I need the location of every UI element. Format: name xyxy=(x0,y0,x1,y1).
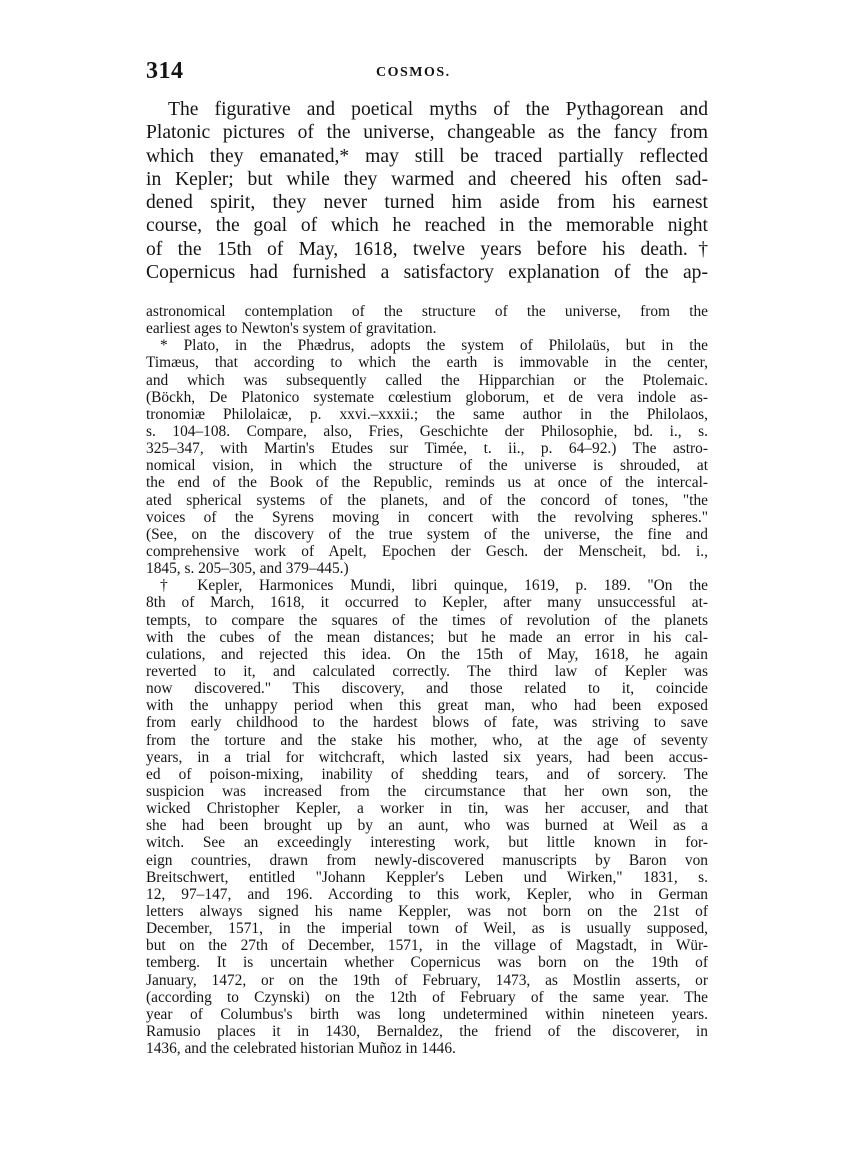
text-line: in Kepler; but while they warmed and cheered his often sad- xyxy=(146,168,708,190)
footnote-line: witch. See an exceedingly interesting work, but little known in for- xyxy=(146,834,708,852)
footnote-line: astronomical contemplation of the structure of the universe, from the xyxy=(146,303,708,320)
text-line: course, the goal of which he reached in the memorable night xyxy=(146,215,708,237)
footnote-line: from the torture and the stake his mother, who, at the age of seventy xyxy=(146,731,708,749)
footnote-line: December, 1571, in the imperial town of Weil, as is usually supposed, xyxy=(146,920,708,938)
footnote-line: wicked Christopher Kepler, a worker in tin, was her accuser, and that xyxy=(146,800,708,818)
footnote-line: eign countries, drawn from newly-discovered manuscripts by Baron von xyxy=(146,851,708,869)
page-number: 314 xyxy=(146,58,184,84)
footnote-line: year of Columbus's birth was long undetermined within nineteen years. xyxy=(146,1005,708,1023)
text-line: of the 15th of May, 1618, twelve years before his death.† xyxy=(146,238,708,260)
footnotes xyxy=(146,303,708,1057)
footnote-line: temberg. It is uncertain whether Copernicus was born on the 19th of xyxy=(146,954,708,972)
page-header xyxy=(146,58,708,88)
footnote-line: 8th of March, 1618, it occurred to Kepler, after many unsuccessful at- xyxy=(146,594,708,612)
footnote-line: from early childhood to the hardest blows of fate, was striving to save xyxy=(146,714,708,732)
footnote-line: reverted to it, and calculated correctly. The third law of Kepler was xyxy=(146,662,708,680)
footnote-line: Breitschwert, entitled "Johann Keppler's Leben und Wirken," 1831, s. xyxy=(146,868,708,886)
footnote-line: 1436, and the celebrated historian Muñoz in 1446. xyxy=(146,1040,456,1058)
footnote-line: suspicion was increased from the circumstance that her own son, the xyxy=(146,782,708,800)
footnote-line: 12, 97–147, and 196. According to this work, Kepler, who in German xyxy=(146,885,708,903)
footnote-line: and which was subsequently called the Hipparchian or the Ptolemaic. xyxy=(146,371,708,389)
text-line: Copernicus had furnished a satisfactory explanation of the ap- xyxy=(146,262,708,284)
running-title: COSMOS. xyxy=(376,65,451,80)
footnote-line: tronomiæ Philolaicæ, p. xxvi.–xxxii.; the same author in the Philolaos, xyxy=(146,405,708,423)
text-line: dened spirit, they never turned him aside from his earnest xyxy=(146,192,708,214)
footnote-line: 1845, s. 205–305, and 379–445.) xyxy=(146,560,349,578)
main-text xyxy=(146,98,708,284)
footnote-line: voices of the Syrens moving in concert with the revolving spheres." xyxy=(146,508,708,526)
text-line: Platonic pictures of the universe, changeable as the fancy from xyxy=(146,122,708,144)
footnote-line: nomical vision, in which the structure of the universe is shrouded, at xyxy=(146,457,708,475)
footnote-line: the end of the Book of the Republic, reminds us at once of the intercal- xyxy=(146,474,708,492)
footnote-line: Timæus, that according to which the earth is immovable in the center, xyxy=(146,354,708,372)
footnote-line: ated spherical systems of the planets, and of the concord of tones, "the xyxy=(146,491,708,509)
footnote-line: culations, and rejected this idea. On the 15th of May, 1618, he again xyxy=(146,645,708,663)
footnote-line: ed of poison-mixing, inability of shedding tears, and of sorcery. The xyxy=(146,765,708,783)
footnote-line: † Kepler, Harmonices Mundi, libri quinque, 1619, p. 189. "On the xyxy=(160,577,708,595)
text-line: which they emanated,* may still be traced partially reflected xyxy=(146,145,708,167)
text-line: The figurative and poetical myths of the Pythagorean and xyxy=(168,99,708,120)
footnote-line: but on the 27th of December, 1571, in the village of Magstadt, in Wür- xyxy=(146,937,708,955)
footnote-line: with the cubes of the mean distances; but he made an error in his cal- xyxy=(146,628,708,646)
footnote-line: * Plato, in the Phædrus, adopts the system of Philolaüs, but in the xyxy=(160,337,708,355)
footnote-line: she had been brought up by an aunt, who was burned at Weil as a xyxy=(146,817,708,835)
footnote-line: now discovered." This discovery, and those related to it, coincide xyxy=(146,680,708,698)
footnote-line: (according to Czynski) on the 12th of February of the same year. The xyxy=(146,988,708,1006)
footnote-line: (Böckh, De Platonico systemate cœlestium globorum, et de vera indole as- xyxy=(146,388,708,406)
footnote-line: earliest ages to Newton's system of gravitation. xyxy=(146,320,437,338)
footnote-line: s. 104–108. Compare, also, Fries, Geschichte der Philosophie, bd. i., s. xyxy=(146,423,708,440)
footnote-line: Ramusio places it in 1430, Bernaldez, the friend of the discoverer, in xyxy=(146,1022,708,1040)
footnote-line: tempts, to compare the squares of the times of revolution of the planets xyxy=(146,611,708,629)
footnote-line: with the unhappy period when this great man, who had been exposed xyxy=(146,697,708,715)
footnote-line: January, 1472, or on the 19th of February, 1473, as Mostlin asserts, or xyxy=(146,971,708,989)
footnote-line: 325–347, with Martin's Etudes sur Timée, t. ii., p. 64–92.) The astro- xyxy=(146,440,708,458)
footnote-line: (See, on the discovery of the true system of the universe, the fine and xyxy=(146,525,708,543)
footnote-line: comprehensive work of Apelt, Epochen der Gesch. der Menscheit, bd. i., xyxy=(146,542,708,560)
footnote-line: letters always signed his name Keppler, was not born on the 21st of xyxy=(146,902,708,920)
footnote-line: years, in a trial for witchcraft, which lasted six years, had been accus- xyxy=(146,748,708,766)
